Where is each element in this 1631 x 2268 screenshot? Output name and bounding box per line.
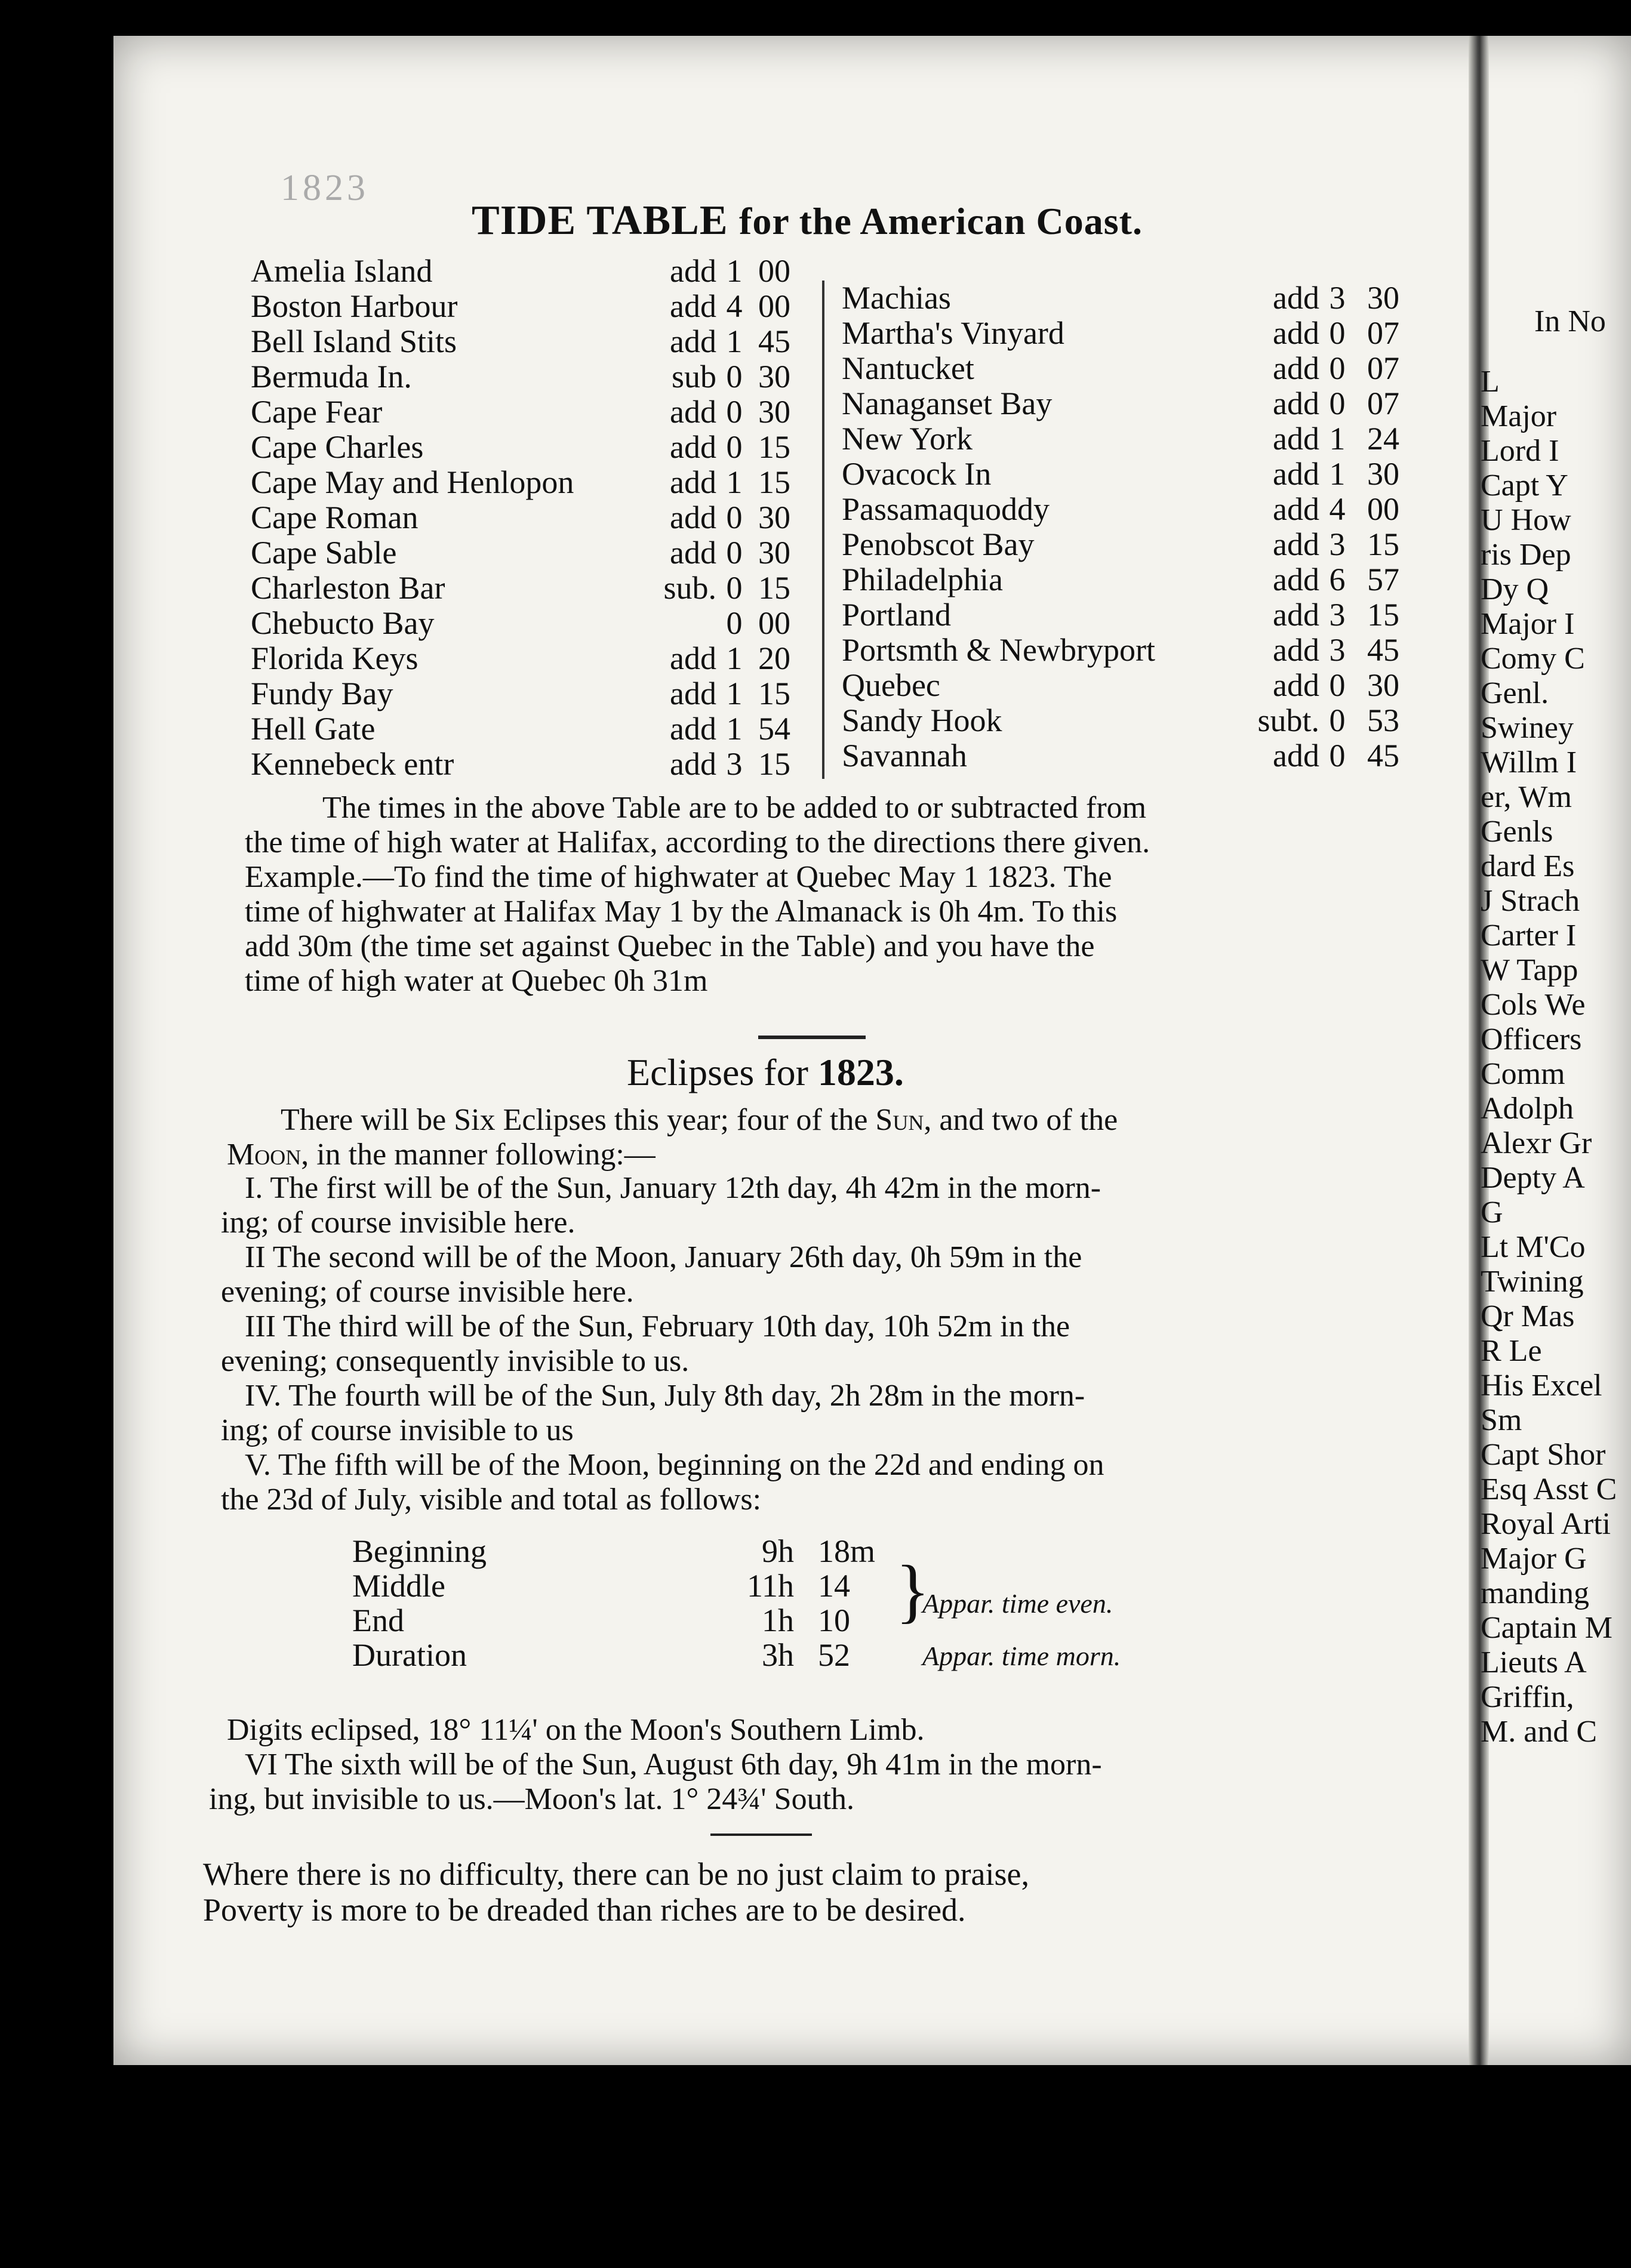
tide-row — [842, 457, 1415, 492]
tide-row — [251, 711, 836, 747]
right-page-line: Depty A — [1481, 1161, 1585, 1195]
right-page-line: Griffin, — [1481, 1680, 1574, 1714]
phase-m: 14 — [818, 1568, 850, 1604]
eclipses-intro — [281, 1103, 1451, 1138]
tide-m: 45 — [1367, 738, 1399, 774]
tide-h: 3 — [1329, 526, 1346, 562]
intro-part-3: in the manner following:— — [316, 1138, 656, 1172]
apparent-time-morn: Appar. time morn. — [922, 1641, 1121, 1671]
tide-h: 0 — [726, 570, 743, 606]
tide-place: Charleston Bar — [251, 570, 445, 606]
phase-h: 3h — [762, 1637, 794, 1673]
right-page-line: Adolph — [1481, 1092, 1574, 1126]
tide-op: add — [670, 711, 716, 747]
tide-op: add — [670, 535, 716, 571]
tide-row — [251, 359, 836, 395]
tide-row — [251, 571, 836, 606]
right-page-line: Comm — [1481, 1057, 1565, 1091]
tide-m: 30 — [758, 394, 790, 430]
tide-op: add — [670, 640, 716, 676]
tide-op: add — [670, 429, 716, 465]
eclipses-heading-year: 1823. — [817, 1051, 904, 1093]
tide-place: Cape Sable — [251, 535, 397, 571]
tide-op: add — [670, 288, 716, 324]
tide-row — [842, 351, 1415, 386]
tide-op: add — [1273, 491, 1319, 527]
tide-h: 0 — [1329, 667, 1346, 703]
right-page-header: In No — [1534, 304, 1606, 338]
tide-place: Chebucto Bay — [251, 605, 435, 641]
tide-h: 3 — [1329, 280, 1346, 316]
right-page-line: er, Wm — [1481, 780, 1572, 814]
intro-moon: Moon, — [227, 1138, 309, 1172]
tide-m: 57 — [1367, 562, 1399, 597]
sixth-eclipse-line-1: VI The sixth will be of the Sun, August 6th day, 9h 41m in the morn- — [245, 1748, 1102, 1782]
tide-place: Portsmth & Newbryport — [842, 632, 1155, 668]
tide-op: add — [670, 464, 716, 500]
proverb-rule — [710, 1833, 812, 1836]
phase-m: 18m — [818, 1533, 876, 1569]
right-page-line: Major — [1481, 399, 1557, 433]
tide-place: Penobscot Bay — [842, 526, 1035, 562]
tide-m: 30 — [758, 535, 790, 571]
tide-h: 4 — [1329, 491, 1346, 527]
tide-op: add — [1273, 526, 1319, 562]
tide-m: 15 — [758, 464, 790, 500]
eclipse-line: V. The fifth will be of the Moon, beginning on the 22d and ending on — [245, 1448, 1104, 1482]
tide-h: 1 — [726, 640, 743, 676]
intro-part-2: and two of the — [939, 1103, 1118, 1137]
tide-op: add — [670, 500, 716, 535]
tide-h: 6 — [1329, 562, 1346, 597]
tide-row — [842, 421, 1415, 457]
tide-op: sub — [671, 359, 716, 395]
tide-m: 15 — [758, 570, 790, 606]
tide-row — [251, 535, 836, 571]
right-page-line: Dy Q — [1481, 572, 1549, 606]
digits-eclipsed: Digits eclipsed, 18° 11¼' on the Moon's Southern Limb. — [227, 1713, 925, 1747]
tide-m: 30 — [758, 359, 790, 395]
tide-row — [251, 641, 836, 676]
tide-row — [842, 386, 1415, 421]
tide-note-line: time of high water at Quebec 0h 31m — [245, 964, 708, 998]
right-page-line: Royal Arti — [1481, 1507, 1611, 1541]
tide-place: Bermuda In. — [251, 359, 412, 395]
eclipse-line: the 23d of July, visible and total as follows: — [221, 1483, 762, 1517]
tide-place: Passamaquoddy — [842, 491, 1050, 527]
tide-place: Cape May and Henlopon — [251, 464, 574, 500]
right-page-line: W Tapp — [1481, 953, 1578, 987]
tide-h: 3 — [1329, 632, 1346, 668]
tide-h: 0 — [726, 394, 743, 430]
right-page-line: J Strach — [1481, 884, 1580, 918]
tide-m: 15 — [1367, 597, 1399, 633]
section-rule — [758, 1036, 866, 1039]
right-page-line: Lt M'Co — [1481, 1230, 1586, 1264]
tide-row — [251, 289, 836, 324]
right-page-line: Major I — [1481, 607, 1575, 641]
tide-h: 4 — [726, 288, 743, 324]
phase-m: 52 — [818, 1637, 850, 1673]
tide-place: Quebec — [842, 667, 940, 703]
tide-h: 0 — [726, 429, 743, 465]
phase-brace: } — [895, 1551, 930, 1630]
tide-place: Martha's Vinyard — [842, 315, 1064, 351]
tide-m: 07 — [1367, 386, 1399, 421]
right-page-line: ris Dep — [1481, 538, 1571, 572]
tide-place: Nanaganset Bay — [842, 386, 1053, 421]
tide-note-line: add 30m (the time set against Quebec in the Table) and you have the — [245, 929, 1095, 963]
phase-h: 11h — [747, 1568, 794, 1604]
tide-row — [842, 633, 1415, 668]
tide-h: 0 — [1329, 702, 1346, 738]
tide-h: 0 — [1329, 386, 1346, 421]
tide-op: add — [1273, 632, 1319, 668]
right-page-line: Lieuts A — [1481, 1645, 1587, 1680]
tide-op: add — [1273, 315, 1319, 351]
right-page-line: Lord I — [1481, 434, 1559, 468]
tide-note-line: the time of high water at Halifax, according to the directions there given. — [245, 825, 1150, 859]
tide-h: 3 — [726, 746, 743, 782]
tide-place: Amelia Island — [251, 253, 433, 289]
tide-op: subt. — [1257, 702, 1319, 738]
tide-row — [251, 606, 836, 641]
right-page-line: Comy C — [1481, 642, 1585, 676]
eclipse-line: IV. The fourth will be of the Sun, July 8th day, 2h 28m in the morn- — [245, 1379, 1085, 1413]
tide-op: add — [1273, 597, 1319, 633]
tide-table-left — [251, 254, 836, 782]
right-page-line: Qr Mas — [1481, 1299, 1575, 1333]
phase-name: Duration — [352, 1637, 467, 1673]
tide-h: 0 — [726, 535, 743, 571]
tide-m: 30 — [1367, 456, 1399, 492]
tide-row — [842, 492, 1415, 527]
tide-place: Kennebeck entr — [251, 746, 454, 782]
tide-title-rest: for the American Coast. — [739, 200, 1143, 242]
right-page-line: Capt Y — [1481, 469, 1568, 503]
tide-m: 45 — [758, 323, 790, 359]
tide-op: add — [1273, 280, 1319, 316]
right-page-line: Esq Asst C — [1481, 1472, 1617, 1506]
tide-op: sub. — [663, 570, 716, 606]
tide-m: 00 — [758, 288, 790, 324]
eclipse-line: I. The first will be of the Sun, January 12th day, 4h 42m in the morn- — [245, 1171, 1101, 1205]
right-page-line: Major G — [1481, 1542, 1587, 1576]
phase-h: 9h — [762, 1533, 794, 1569]
tide-m: 20 — [758, 640, 790, 676]
tide-m: 24 — [1367, 421, 1399, 457]
eclipse-line: II The second will be of the Moon, January 26th day, 0h 59m in the — [245, 1240, 1082, 1274]
right-page-line: Genls — [1481, 815, 1553, 849]
tide-place: New York — [842, 421, 973, 457]
tide-place: Cape Charles — [251, 429, 424, 465]
tide-place: Portland — [842, 597, 951, 633]
tide-place: Nantucket — [842, 350, 974, 386]
tide-m: 00 — [758, 253, 790, 289]
tide-place: Cape Roman — [251, 500, 418, 535]
right-page-column — [1481, 286, 1631, 2017]
tide-table-title — [472, 197, 1143, 245]
tide-m: 53 — [1367, 702, 1399, 738]
eclipses-intro-cont — [227, 1138, 1397, 1172]
tide-op: add — [670, 253, 716, 289]
tide-m: 30 — [1367, 280, 1399, 316]
tide-place: Ovacock In — [842, 456, 992, 492]
tide-h: 1 — [1329, 456, 1346, 492]
tide-row — [842, 562, 1415, 597]
apparent-time-even: Appar. time even. — [922, 1588, 1113, 1619]
tide-place: Philadelphia — [842, 562, 1003, 597]
right-page-line: Twining — [1481, 1265, 1584, 1299]
right-page-line: Officers — [1481, 1022, 1582, 1056]
tide-m: 00 — [1367, 491, 1399, 527]
eclipse-line: evening; of course invisible here. — [221, 1275, 634, 1309]
phase-name: End — [352, 1603, 404, 1638]
right-page-line: Cols We — [1481, 988, 1586, 1022]
eclipse-line: evening; consequently invisible to us. — [221, 1344, 690, 1378]
tide-m: 15 — [1367, 526, 1399, 562]
tide-op: add — [1273, 562, 1319, 597]
tide-title-main: TIDE TABLE — [472, 198, 728, 244]
tide-op: add — [670, 676, 716, 711]
tide-h: 0 — [1329, 350, 1346, 386]
tide-h: 1 — [726, 253, 743, 289]
phase-h: 1h — [762, 1603, 794, 1638]
right-page-line: Genl. — [1481, 676, 1549, 710]
tide-h: 0 — [726, 500, 743, 535]
tide-op: add — [1273, 738, 1319, 774]
tide-op: add — [1273, 350, 1319, 386]
tide-op: add — [1273, 421, 1319, 457]
eclipses-heading — [627, 1050, 904, 1095]
tide-op: add — [1273, 386, 1319, 421]
tide-row — [251, 395, 836, 430]
phase-name: Beginning — [352, 1533, 487, 1569]
tide-place: Fundy Bay — [251, 676, 393, 711]
tide-m: 30 — [758, 500, 790, 535]
right-page-line: U How — [1481, 503, 1571, 537]
tide-op: add — [670, 394, 716, 430]
right-page-line: M. and C — [1481, 1715, 1597, 1749]
tide-place: Hell Gate — [251, 711, 376, 747]
tide-op: add — [1273, 456, 1319, 492]
tide-table-right — [842, 281, 1415, 774]
tide-place: Savannah — [842, 738, 967, 774]
tide-m: 07 — [1367, 315, 1399, 351]
tide-h: 3 — [1329, 597, 1346, 633]
tide-row — [842, 316, 1415, 351]
tide-row — [842, 527, 1415, 562]
tide-row — [251, 254, 836, 289]
intro-sun: Sun, — [875, 1103, 932, 1137]
tide-row — [842, 281, 1415, 316]
tide-note-line: time of highwater at Halifax May 1 by the Almanack is 0h 4m. To this — [245, 895, 1118, 929]
tide-row — [251, 324, 836, 359]
tide-row — [842, 738, 1415, 774]
tide-h: 0 — [1329, 315, 1346, 351]
right-page-line: manding — [1481, 1576, 1589, 1610]
page-mark: 1823 — [281, 168, 369, 208]
eclipses-heading-text: Eclipses for — [627, 1051, 808, 1093]
eclipse-line: ing; of course invisible here. — [221, 1206, 576, 1240]
sixth-eclipse-line-2: ing, but invisible to us.—Moon's lat. 1° 24¾' South. — [209, 1782, 855, 1816]
tide-h: 0 — [726, 359, 743, 395]
tide-row — [842, 597, 1415, 633]
intro-part-1: There will be Six Eclipses this year; four of the — [281, 1103, 868, 1137]
tide-place: Sandy Hook — [842, 702, 1002, 738]
right-page-line: Sm — [1481, 1403, 1522, 1437]
tide-h: 1 — [1329, 421, 1346, 457]
tide-row — [251, 676, 836, 711]
right-page-line: His Excel — [1481, 1369, 1602, 1403]
right-page-line: L — [1481, 365, 1500, 399]
eclipse-line: III The third will be of the Sun, February 10th day, 10h 52m in the — [245, 1309, 1070, 1343]
tide-h: 1 — [726, 711, 743, 747]
tide-m: 15 — [758, 746, 790, 782]
phase-m: 10 — [818, 1603, 850, 1638]
tide-m: 45 — [1367, 632, 1399, 668]
tide-note-line: The times in the above Table are to be added to or subtracted from — [322, 791, 1147, 825]
tide-m: 15 — [758, 429, 790, 465]
right-page-line: Carter I — [1481, 919, 1577, 953]
tide-h: 0 — [1329, 738, 1346, 774]
tide-divider — [822, 281, 824, 779]
right-page-line: Captain M — [1481, 1611, 1612, 1645]
tide-row — [842, 668, 1415, 703]
proverb-2: Poverty is more to be dreaded than riches are to be desired. — [203, 1892, 966, 1928]
right-page-line: R Le — [1481, 1334, 1542, 1368]
tide-row — [251, 465, 836, 500]
tide-m: 54 — [758, 711, 790, 747]
tide-place: Cape Fear — [251, 394, 383, 430]
phase-name: Middle — [352, 1568, 445, 1604]
proverb-1: Where there is no difficulty, there can be no just claim to praise, — [203, 1856, 1030, 1892]
right-page-line: Willm I — [1481, 745, 1577, 779]
tide-place: Boston Harbour — [251, 288, 458, 324]
right-page-line: Capt Shor — [1481, 1438, 1606, 1472]
tide-m: 30 — [1367, 667, 1399, 703]
right-page-line: dard Es — [1481, 849, 1575, 883]
tide-h: 0 — [726, 605, 743, 641]
tide-place: Florida Keys — [251, 640, 418, 676]
tide-op: add — [1273, 667, 1319, 703]
tide-h: 1 — [726, 323, 743, 359]
tide-h: 1 — [726, 676, 743, 711]
right-page-line: Alexr Gr — [1481, 1126, 1592, 1160]
tide-op: add — [670, 323, 716, 359]
tide-row — [842, 703, 1415, 738]
tide-m: 15 — [758, 676, 790, 711]
tide-row — [251, 430, 836, 465]
tide-place: Machias — [842, 280, 951, 316]
right-page-line: G — [1481, 1195, 1503, 1229]
eclipse-line: ing; of course invisible to us — [221, 1413, 574, 1447]
tide-m: 07 — [1367, 350, 1399, 386]
right-page-line: Swiney — [1481, 711, 1574, 745]
tide-place: Bell Island Stits — [251, 323, 457, 359]
tide-row — [251, 747, 836, 782]
tide-op: add — [670, 746, 716, 782]
tide-note-line: Example.—To find the time of highwater at Quebec May 1 1823. The — [245, 860, 1112, 894]
tide-row — [251, 500, 836, 535]
tide-m: 00 — [758, 605, 790, 641]
tide-h: 1 — [726, 464, 743, 500]
